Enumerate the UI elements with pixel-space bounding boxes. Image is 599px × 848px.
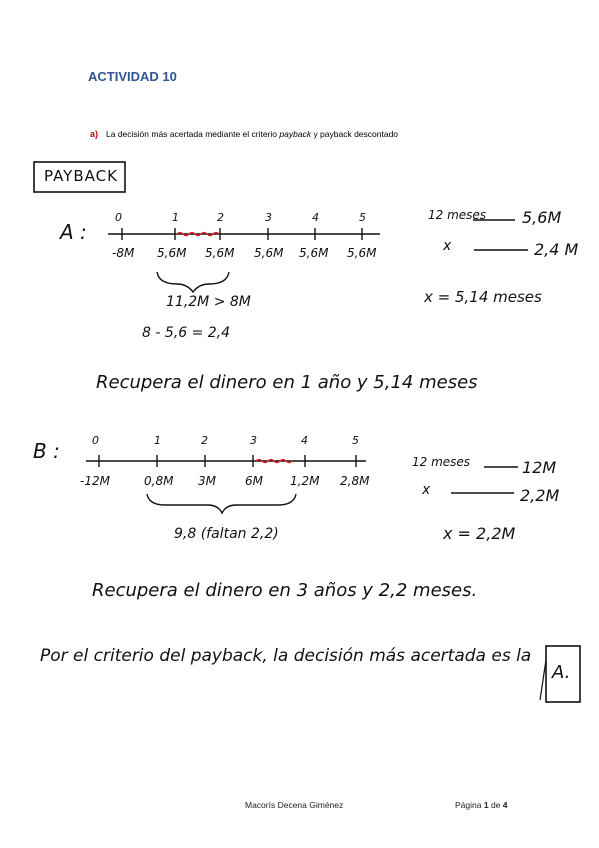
project-a-subtraction: 8 - 5,6 = 2,4 bbox=[142, 325, 231, 341]
brace-b bbox=[147, 494, 296, 513]
rule-b-result: x = 2,2M bbox=[443, 524, 516, 543]
project-a-label: A : bbox=[60, 220, 87, 244]
rule-b-line1-right: 12M bbox=[522, 458, 557, 477]
cash-flow-a-5: 5,6M bbox=[347, 246, 377, 260]
rule-a-line2-left: x bbox=[443, 238, 452, 254]
cash-flow-a-4: 5,6M bbox=[299, 246, 329, 260]
year-a-1: 1 bbox=[172, 211, 179, 224]
year-a-2: 2 bbox=[217, 211, 224, 224]
footer-page-prefix: Página bbox=[455, 800, 484, 810]
project-b-conclusion: Recupera el dinero en 3 años y 2,2 meses. bbox=[92, 580, 478, 601]
cash-flow-a-0: -8M bbox=[112, 246, 135, 260]
year-a-4: 4 bbox=[312, 211, 319, 224]
project-b-bracket-note: 9,8 (faltan 2,2) bbox=[174, 526, 279, 542]
cash-flow-b-3: 6M bbox=[245, 474, 263, 488]
question-marker: a) bbox=[90, 129, 99, 139]
final-answer: A. bbox=[552, 662, 571, 683]
answer-box-slant bbox=[540, 660, 546, 700]
final-statement: Por el criterio del payback, la decisión más acertada es la bbox=[40, 646, 532, 666]
year-b-3: 3 bbox=[250, 434, 257, 447]
cash-flow-a-3: 5,6M bbox=[254, 246, 284, 260]
question-text-before: La decisión más acertada mediante el criterio bbox=[106, 129, 280, 139]
rule-a-line1-right: 5,6M bbox=[522, 208, 562, 227]
cash-flow-b-5: 2,8M bbox=[340, 474, 370, 488]
year-a-0: 0 bbox=[115, 211, 122, 224]
footer-author: Macorís Decena Giménez bbox=[245, 800, 344, 810]
year-b-4: 4 bbox=[301, 434, 308, 447]
cash-flow-a-1: 5,6M bbox=[157, 246, 187, 260]
footer-page-number bbox=[455, 800, 508, 810]
year-b-2: 2 bbox=[201, 434, 208, 447]
rule-b-line1-left: 12 meses bbox=[412, 455, 471, 469]
section-label-payback: PAYBACK bbox=[44, 167, 118, 185]
year-b-5: 5 bbox=[352, 434, 359, 447]
footer-page-mid: de bbox=[488, 800, 503, 810]
project-a-bracket-sum: 11,2M > 8M bbox=[166, 294, 251, 310]
question-text-after: y payback descontado bbox=[311, 129, 399, 139]
footer-page-total: 4 bbox=[502, 800, 508, 810]
timeline-b-highlight bbox=[256, 460, 292, 463]
rule-a-line2-right: 2,4 M bbox=[534, 240, 579, 259]
year-a-5: 5 bbox=[359, 211, 366, 224]
brace-a bbox=[157, 272, 229, 292]
cash-flow-a-2: 5,6M bbox=[205, 246, 235, 260]
cash-flow-b-2: 3M bbox=[198, 474, 216, 488]
cash-flow-b-1: 0,8M bbox=[144, 474, 174, 488]
project-a-conclusion: Recupera el dinero en 1 año y 5,14 meses bbox=[96, 372, 478, 393]
footer-page-current: 1 bbox=[483, 800, 489, 810]
cash-flow-b-4: 1,2M bbox=[290, 474, 320, 488]
year-b-1: 1 bbox=[154, 434, 161, 447]
page-title: ACTIVIDAD 10 bbox=[88, 69, 177, 84]
rule-b-line2-left: x bbox=[422, 482, 431, 498]
rule-b-line2-right: 2,2M bbox=[520, 486, 560, 505]
rule-a-result: x = 5,14 meses bbox=[424, 288, 542, 306]
project-b-label: B : bbox=[33, 439, 60, 463]
question-text-italic: payback bbox=[279, 129, 312, 139]
year-b-0: 0 bbox=[92, 434, 99, 447]
rule-a-line1-left: 12 meses bbox=[428, 208, 487, 222]
year-a-3: 3 bbox=[265, 211, 272, 224]
cash-flow-b-0: -12M bbox=[80, 474, 110, 488]
